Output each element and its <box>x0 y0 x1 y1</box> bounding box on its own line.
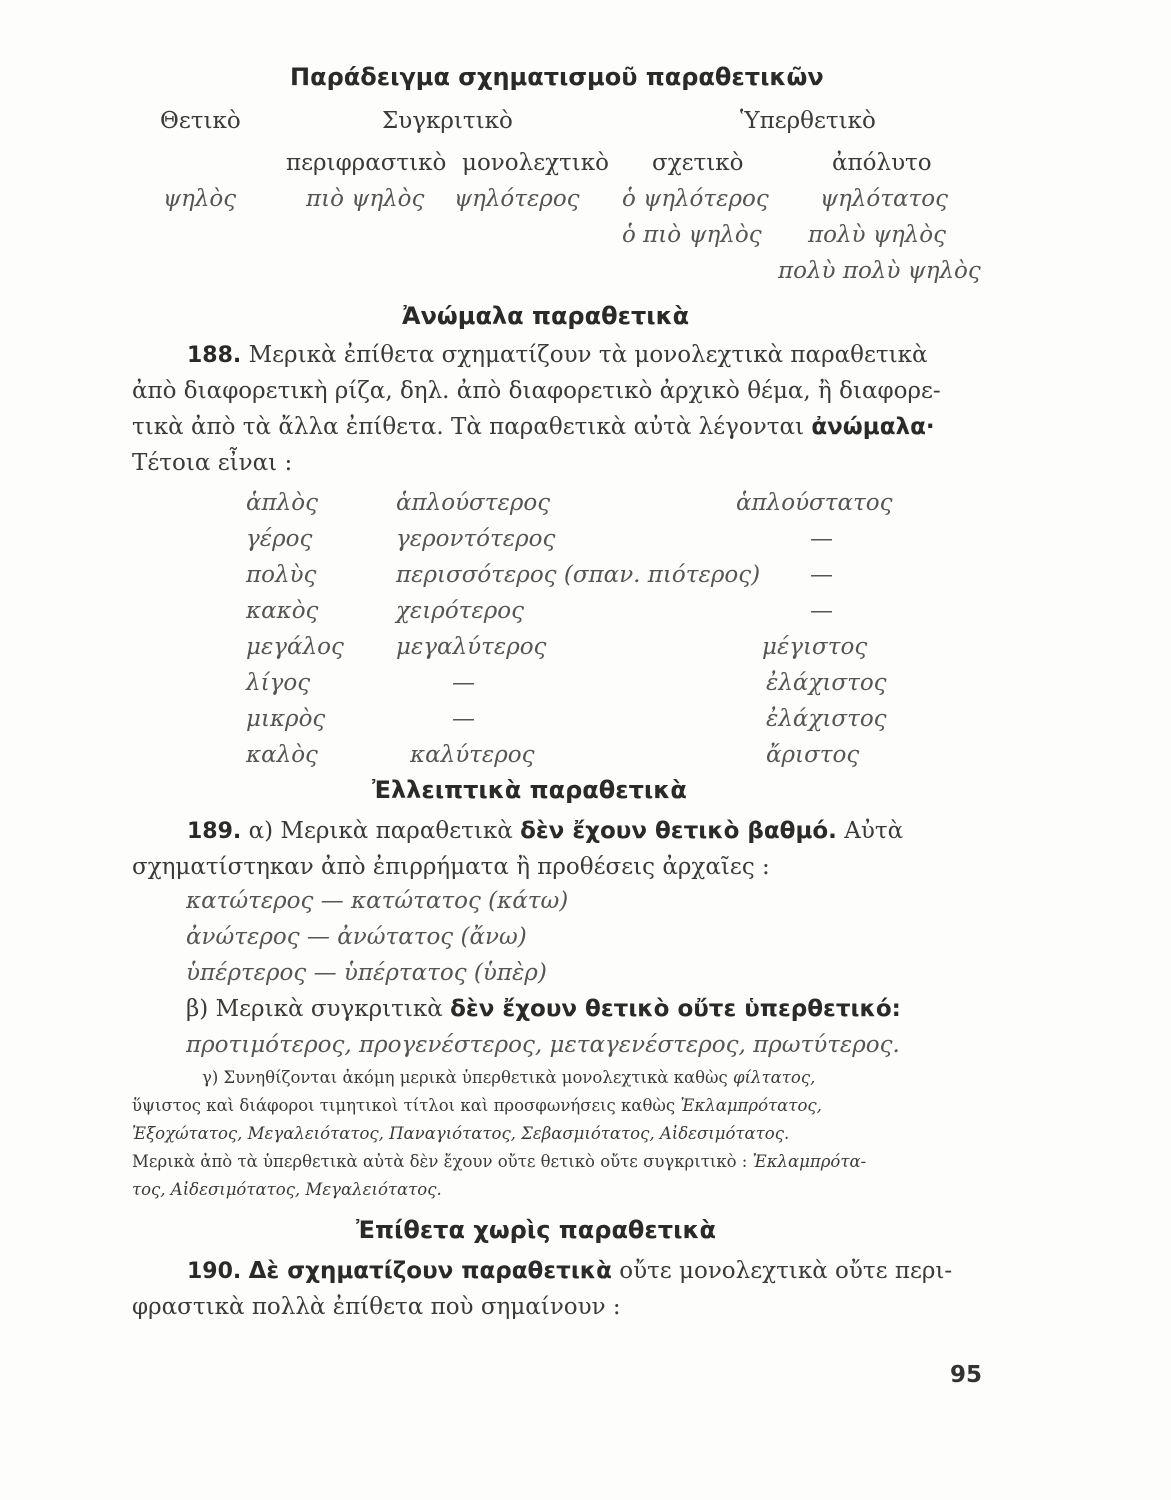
table-row-8-comparative: καλύτερος <box>410 742 535 768</box>
c-italic-4: Ἐκλαμπρότα- <box>752 1152 867 1171</box>
paragraph-number-189: 189. <box>187 819 242 844</box>
paragraph-189-c-line-5 <box>132 1180 442 1199</box>
table-row-3-positive: πολὺς <box>246 562 317 588</box>
table-row-6-comparative: — <box>452 670 475 696</box>
subhead-absolute: ἀπόλυτο <box>832 150 932 176</box>
table-row-4-positive: κακὸς <box>246 598 319 624</box>
label-a: α) <box>248 818 274 844</box>
c-italic-5: τος, Αἰδεσιμότατος, Μεγαλειότατος. <box>132 1180 442 1199</box>
c-text-1: γ) Συνηθίζονται ἀκόμη μερικὰ ὑπερθετικὰ μονολεχτικὰ καθὼς <box>202 1068 728 1087</box>
table-row-6-superlative: ἐλάχιστος <box>766 670 887 696</box>
section-title-no-comparison: Ἐπίθετα χωρὶς παραθετικὰ <box>356 1216 716 1244</box>
paragraph-189-line-2: σχηματίστηκαν ἀπὸ ἐπιρρήματα ἢ προθέσεις ἀρχαῖες : <box>132 854 770 880</box>
section-title-defective: Ἐλλειπτικὰ παραθετικὰ <box>372 776 687 804</box>
defective-item-3: ὑπέρτερος — ὑπέρτατος (ὑπὲρ) <box>186 960 547 986</box>
table-row-1-positive: ἁπλὸς <box>246 490 318 516</box>
example-absolute-2: πολὺ ψηλὸς <box>808 222 946 248</box>
paragraph-189-c-line-1 <box>202 1068 815 1087</box>
bold-no-positive-no-superlative: δὲν ἔχουν θετικὸ οὔτε ὑπερθετικό: <box>450 996 901 1022</box>
c-text-3: Μερικὰ ἀπὸ τὰ ὑπερθετικὰ αὐτὰ δὲν ἔχουν οὔτε θετικὸ οὔτε συγκριτικὸ : <box>132 1152 748 1171</box>
section-title-irregular: Ἀνώμαλα παραθετικὰ <box>402 302 690 330</box>
page-number: 95 <box>950 1362 983 1388</box>
table-row-7-positive: μικρὸς <box>246 706 326 732</box>
subhead-periphrastic: περιφραστικὸ <box>286 150 447 176</box>
table-row-1-superlative: ἁπλούστατος <box>736 490 893 516</box>
example-periphrastic: πιὸ ψηλὸς <box>306 186 425 212</box>
subhead-monolectic: μονολεχτικὸ <box>462 150 610 176</box>
paragraph-189-line-1 <box>187 818 903 844</box>
header-comparative: Συγκριτικὸ <box>382 108 513 134</box>
paragraph-188-line-2: ἀπὸ διαφορετικὴ ρίζα, δηλ. ἀπὸ διαφορετικὸ ἀρχικὸ θέμα, ἢ διαφορε- <box>132 378 941 404</box>
table-row-1-comparative: ἁπλούστερος <box>396 490 551 516</box>
paragraph-189-text-a: Μερικὰ παραθετικὰ <box>280 818 513 844</box>
table-row-8-positive: καλὸς <box>246 742 318 768</box>
table-row-5-comparative: μεγαλύτερος <box>396 634 547 660</box>
c-text-2: ὕψιστος καὶ διάφοροι τιμητικοὶ τίτλοι καὶ προσφωνήσεις καθὼς <box>132 1096 676 1115</box>
table-row-6-positive: λίγος <box>246 670 311 696</box>
paragraph-189-text-b: Μερικὰ συγκριτικὰ <box>215 996 443 1022</box>
table-row-3-comparative: περισσότερος (σπαν. πιότερος) <box>396 562 761 588</box>
table-row-5-superlative: μέγιστος <box>762 634 868 660</box>
paragraph-number-190: 190. <box>187 1259 242 1284</box>
paragraph-188-line-1 <box>187 342 928 368</box>
table-row-7-comparative: — <box>452 706 475 732</box>
bold-no-comparatives: Δὲ σχηματίζουν παραθετικὰ <box>248 1258 612 1284</box>
paragraph-189-text-a2: Αὐτὰ <box>844 818 904 844</box>
header-positive: Θετικὸ <box>160 108 241 134</box>
defective-item-1: κατώτερος — κατώτατος (κάτω) <box>186 888 569 914</box>
defective-item-2: ἀνώτερος — ἀνώτατος (ἄνω) <box>186 924 527 950</box>
paragraph-190-line-1 <box>187 1258 952 1284</box>
paragraph-188-text-1: Μερικὰ ἐπίθετα σχηματίζουν τὰ μονολεχτικὰ παραθετικὰ <box>248 342 928 368</box>
table-row-4-comparative: χειρότερος <box>396 598 524 624</box>
paragraph-188-line-4: Τέτοια εἶναι : <box>132 450 293 476</box>
example-absolute-1: ψηλότατος <box>820 186 948 212</box>
paragraph-189-c-line-3 <box>132 1124 789 1143</box>
table-row-5-positive: μεγάλος <box>246 634 344 660</box>
example-relative-2: ὁ πιὸ ψηλὸς <box>622 222 762 248</box>
example-absolute-3: πολὺ πολὺ ψηλὸς <box>778 258 981 284</box>
paragraph-number-188: 188. <box>187 343 242 368</box>
table-row-2-comparative: γεροντότερος <box>396 526 556 552</box>
page-title: Παράδειγμα σχηματισμοῦ παραθετικῶν <box>290 63 824 91</box>
bold-term-irregular: ἀνώμαλα· <box>811 414 935 440</box>
defective-comparatives-list: προτιμότερος, προγενέστερος, μεταγενέστερος, πρωτύτερος. <box>186 1032 900 1058</box>
label-b: β) <box>186 996 209 1022</box>
paragraph-190-text: οὔτε μονολεχτικὰ οὔτε περι- <box>619 1258 953 1284</box>
paragraph-189-c-line-4 <box>132 1152 866 1171</box>
table-row-7-superlative: ἐλάχιστος <box>766 706 887 732</box>
table-row-2-superlative: — <box>810 526 833 552</box>
c-italic-3: Ἐξοχώτατος, Μεγαλειότατος, Παναγιότατος, Σεβασμιότατος, Αἰδεσιμότατος. <box>132 1124 790 1143</box>
example-relative-1: ὁ ψηλότερος <box>622 186 769 212</box>
paragraph-189-c-line-2 <box>132 1096 822 1115</box>
c-italic-1: φίλτατος, <box>733 1068 816 1087</box>
example-positive: ψηλὸς <box>163 186 237 212</box>
table-row-8-superlative: ἄριστος <box>766 742 860 768</box>
table-row-3-superlative: — <box>810 562 833 588</box>
bold-no-positive: δὲν ἔχουν θετικὸ βαθμό. <box>520 818 837 844</box>
c-italic-2: Ἐκλαμπρότατος, <box>680 1096 822 1115</box>
table-row-4-superlative: — <box>810 598 833 624</box>
paragraph-189-b <box>186 996 901 1022</box>
paragraph-188-text-3: τικὰ ἀπὸ τὰ ἄλλα ἐπίθετα. Τὰ παραθετικὰ αὐτὰ λέγονται <box>132 414 805 440</box>
table-row-2-positive: γέρος <box>246 526 313 552</box>
paragraph-190-line-2: φραστικὰ πολλὰ ἐπίθετα ποὺ σημαίνουν : <box>132 1294 621 1320</box>
example-monolectic: ψηλότερος <box>454 186 580 212</box>
paragraph-188-line-3 <box>132 414 935 440</box>
header-superlative: Ὑπερθετικὸ <box>740 108 876 134</box>
subhead-relative: σχετικὸ <box>652 150 744 176</box>
